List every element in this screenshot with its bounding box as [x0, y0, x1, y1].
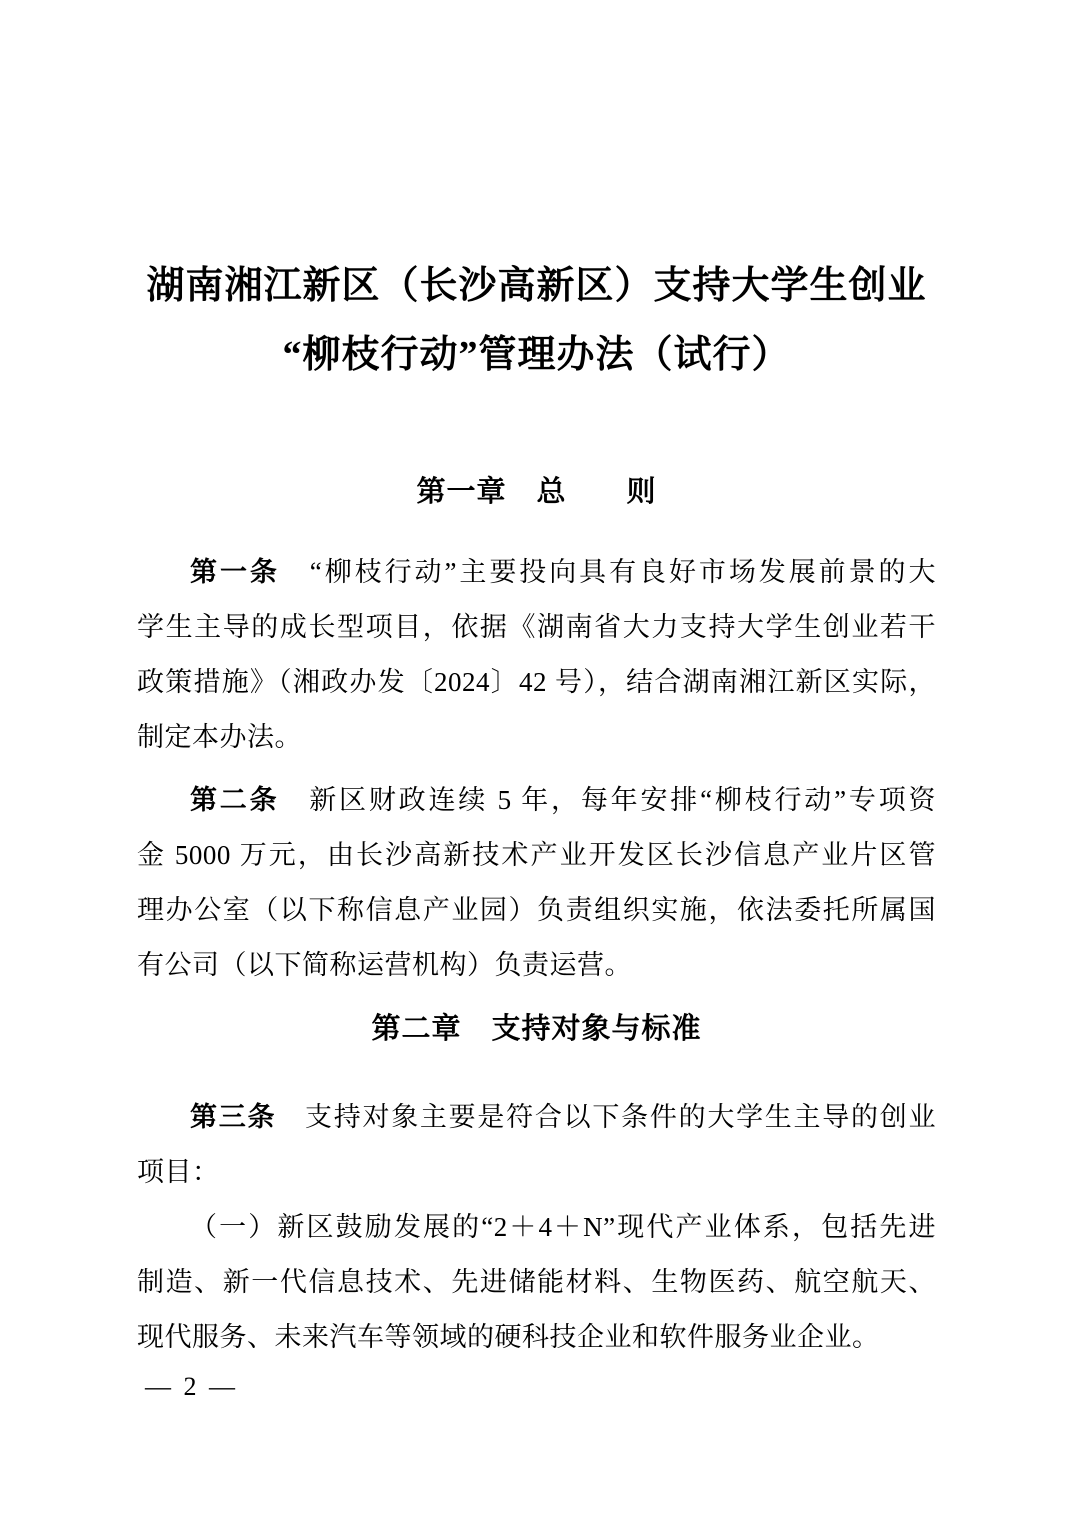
article-1: [137, 545, 936, 765]
article-2-line-2: 金 5000 万元，由长沙高新技术产业开发区长沙信息产业片区管: [137, 840, 936, 870]
article-3: [137, 1090, 936, 1200]
article-3-text-1: 支持对象主要是符合以下条件的大学生主导的创业: [304, 1102, 937, 1132]
chapter-2-heading: 第二章 支持对象与标准: [371, 1013, 702, 1045]
article-3-line-2: 项目：: [137, 1157, 220, 1187]
article-2-line-1: [137, 773, 936, 828]
article-1-line-1: [137, 545, 936, 600]
article-1-line-2: 学生主导的成长型项目，依据《湖南省大力支持大学生创业若干: [137, 612, 936, 642]
title-line-1: 湖南湘江新区（长沙高新区）支持大学生创业: [146, 265, 927, 307]
clause-1-line-1: （一）新区鼓励发展的“2＋4＋N”现代产业体系，包括先进: [190, 1212, 936, 1242]
article-1-line-4: 制定本办法。: [137, 722, 302, 752]
clause-1-line-3: 现代服务、未来汽车等领域的硬科技企业和软件服务业企业。: [137, 1322, 880, 1352]
article-2-line-3: 理办公室（以下称信息产业园）负责组织实施，依法委托所属国: [137, 895, 936, 925]
article-3-label: 第三条: [190, 1102, 305, 1132]
article-2-text-1: 新区财政连续 5 年，每年安排“柳枝行动”专项资: [309, 785, 937, 815]
article-1-line-3: 政策措施》（湘政办发〔2024〕42 号），结合湖南湘江新区实际，: [137, 667, 936, 697]
article-2-label: 第二条: [190, 785, 310, 815]
article-1-text-1: “柳枝行动”主要投向具有良好市场发展前景的大: [309, 557, 936, 587]
clause-1: [137, 1200, 936, 1365]
document-title: [137, 0, 936, 390]
chapter-1-heading: 第一章 总 则: [416, 476, 657, 508]
article-2-line-4: 有公司（以下简称运营机构）负责运营。: [137, 950, 632, 980]
article-1-label: 第一条: [190, 557, 310, 587]
article-3-line-1: [137, 1090, 936, 1145]
page-number: — 2 —: [145, 1372, 238, 1401]
title-line-2: “柳枝行动”管理办法（试行）: [282, 334, 791, 376]
clause-1-line-2: 制造、新一代信息技术、先进储能材料、生物医药、航空航天、: [137, 1267, 936, 1297]
article-2: [137, 773, 936, 993]
